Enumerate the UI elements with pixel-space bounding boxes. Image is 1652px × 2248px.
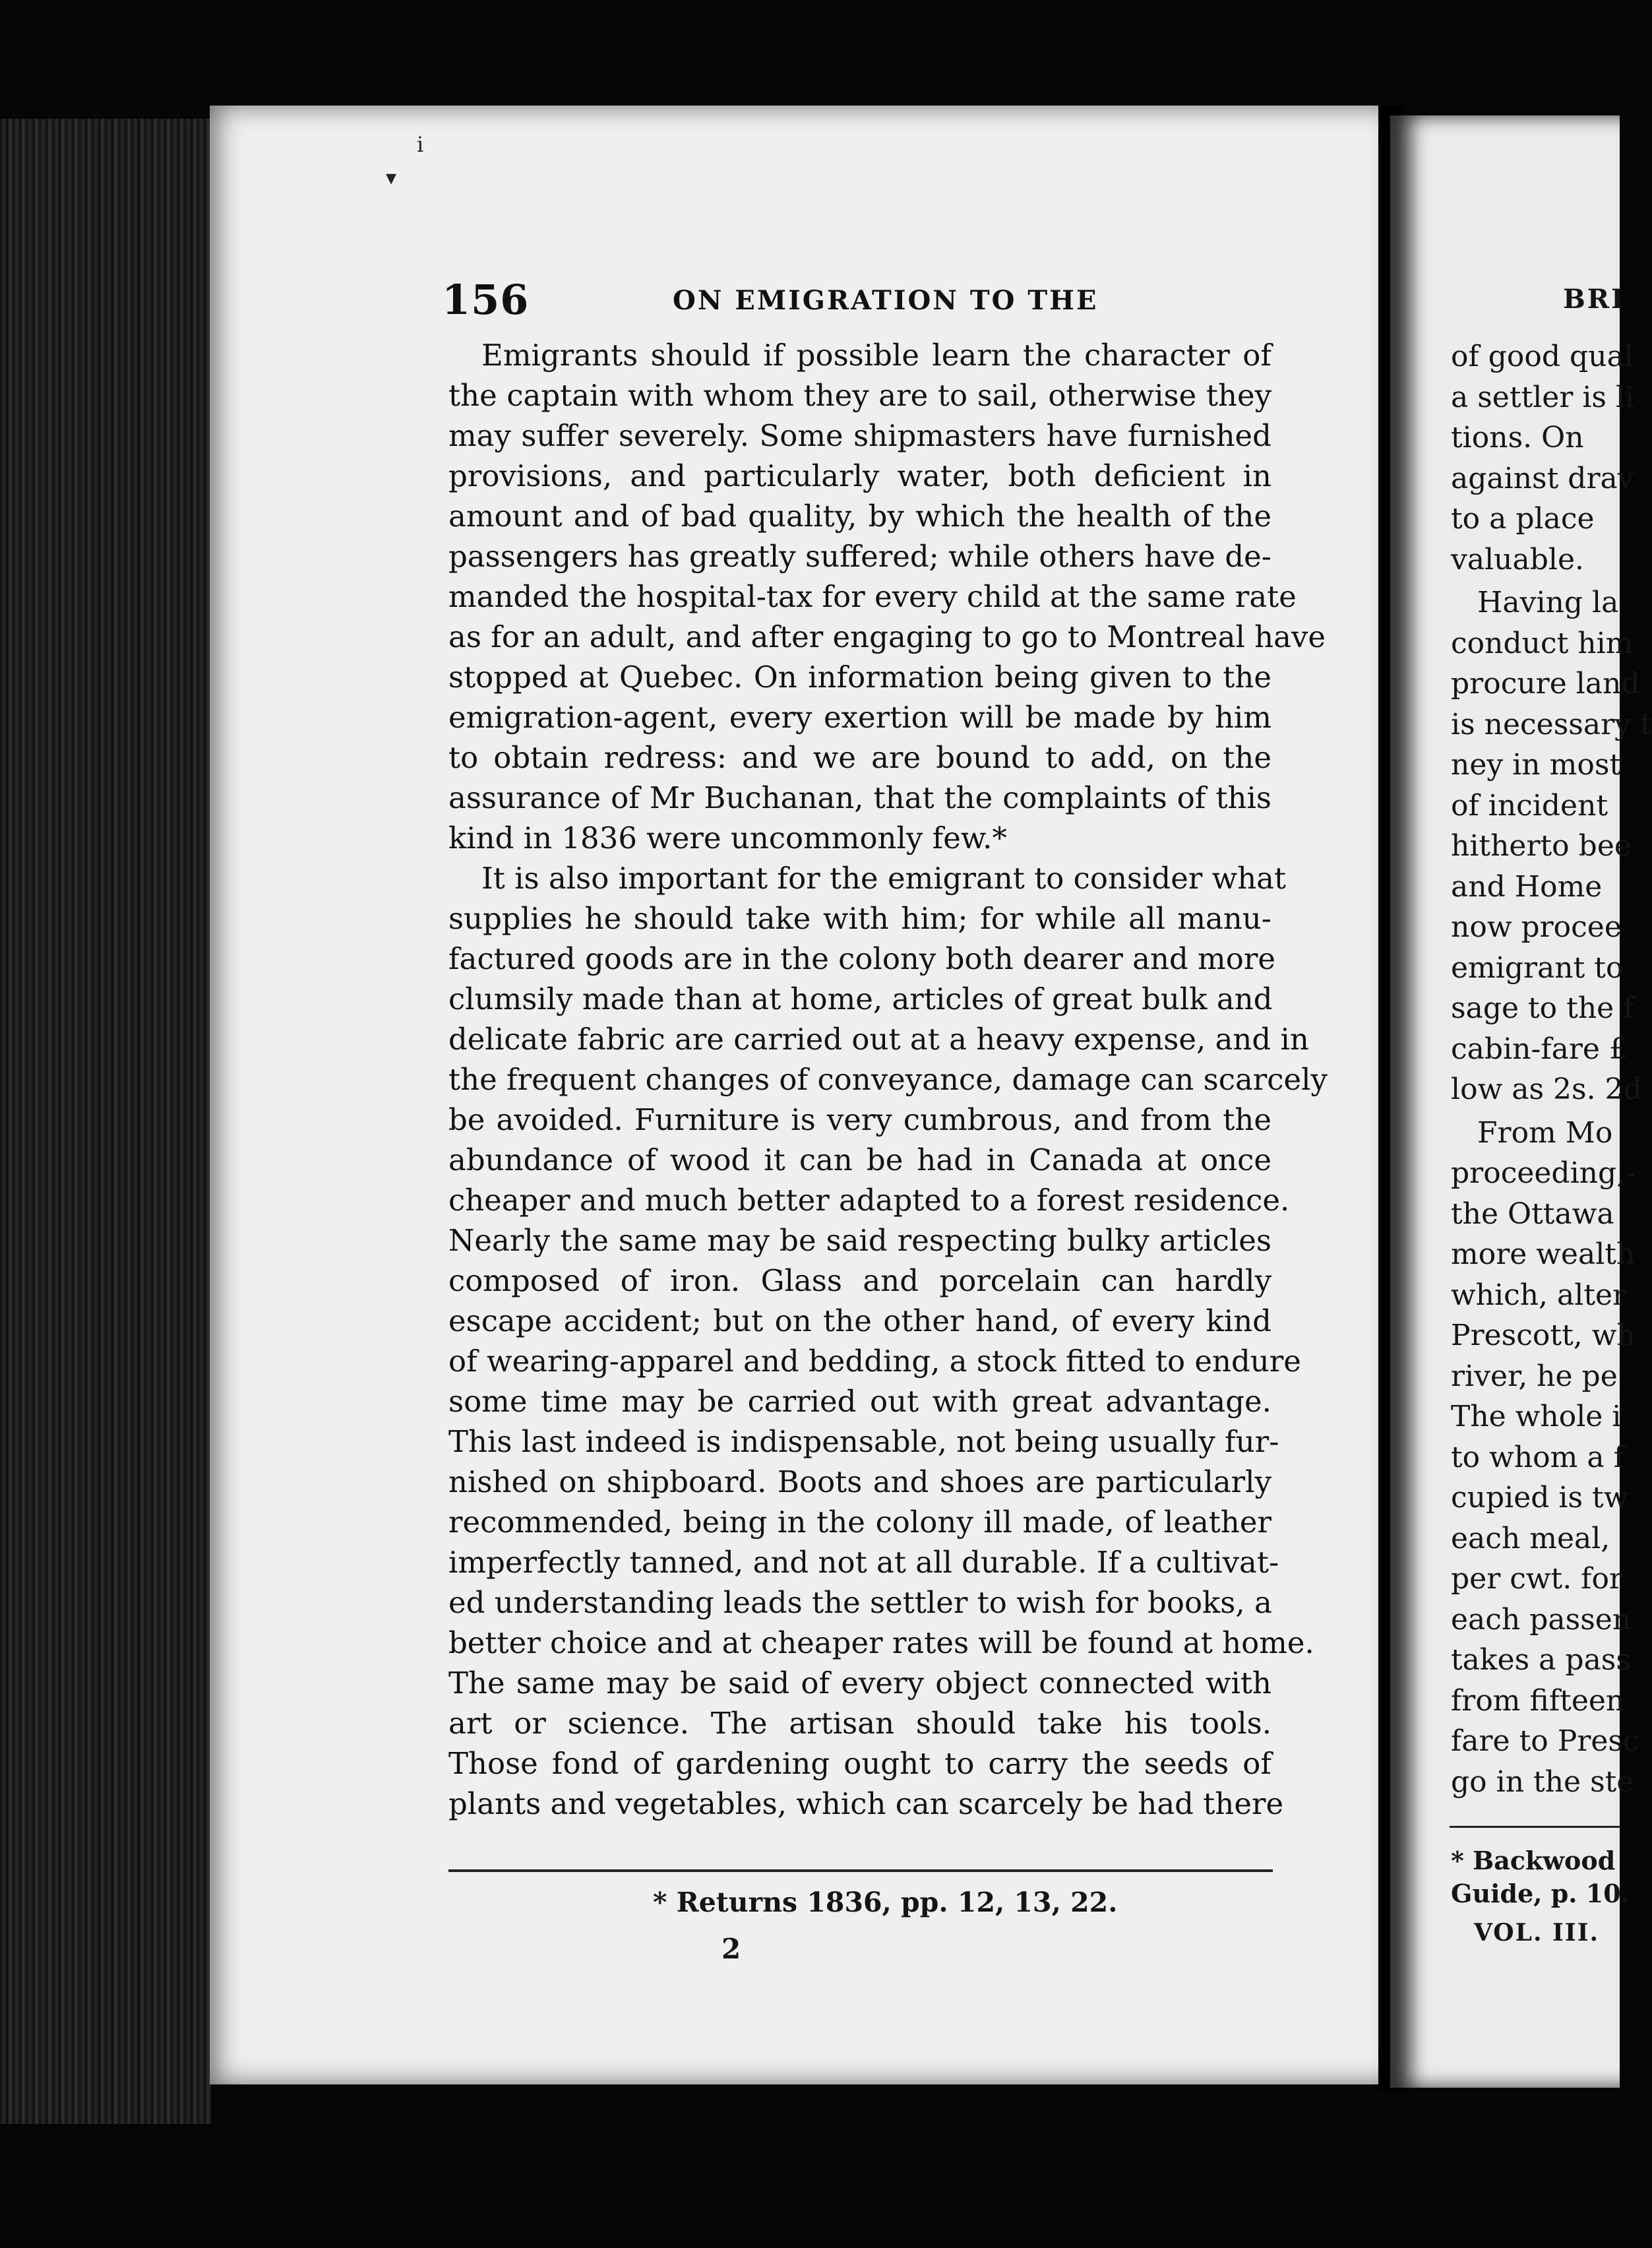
facing-footnote-rule bbox=[1450, 1826, 1620, 1828]
text-line: Emigrants should if possible learn the character of bbox=[481, 338, 1271, 373]
text-line: of wearing-apparel and bedding, a stock fitted to endure bbox=[448, 1344, 1301, 1379]
facing-text-line: against drav bbox=[1451, 461, 1634, 495]
facing-text-line: of good qual bbox=[1451, 340, 1634, 373]
facing-text-line: ney in most bbox=[1451, 748, 1622, 782]
text-line: Those fond of gardening ought to carry the seeds of bbox=[448, 1746, 1271, 1781]
text-line: nished on shipboard. Boots and shoes are particularly bbox=[448, 1464, 1271, 1499]
facing-text-line: Having la bbox=[1477, 586, 1619, 619]
text-line: cheaper and much better adapted to a forest residence. bbox=[448, 1183, 1290, 1218]
facing-text-line: from fifteen bbox=[1451, 1683, 1625, 1718]
text-line: escape accident; but on the other hand, of every kind bbox=[448, 1303, 1271, 1338]
text-line: art or science. The artisan should take his tools. bbox=[448, 1706, 1271, 1741]
facing-text-line: procure land bbox=[1451, 667, 1640, 701]
facing-text-line: tions. On bbox=[1451, 421, 1584, 454]
text-line: the captain with whom they are to sail, otherwise they bbox=[448, 378, 1271, 413]
facing-text-line: valuable. bbox=[1451, 542, 1584, 577]
page-header bbox=[442, 276, 1273, 335]
text-line: This last indeed is indispensable, not being usually fur- bbox=[448, 1424, 1279, 1459]
facing-text-line: is necessary t bbox=[1451, 707, 1652, 741]
text-line: supplies he should take with him; for while all manu- bbox=[448, 901, 1271, 936]
footnote: * Returns 1836, pp. 12, 13, 22. bbox=[653, 1887, 1118, 1918]
text-line: be avoided. Furniture is very cumbrous, and from the bbox=[448, 1102, 1271, 1137]
facing-text-line: takes a pass bbox=[1451, 1643, 1631, 1677]
text-line: plants and vegetables, which can scarcely be had there bbox=[448, 1786, 1284, 1821]
facing-text-line: From Mo bbox=[1477, 1115, 1613, 1150]
text-line: may suffer severely. Some shipmasters have furnished bbox=[448, 418, 1271, 453]
book-binding-edge bbox=[0, 119, 211, 2124]
facing-text-line: hitherto bee bbox=[1451, 829, 1632, 863]
text-line: emigration-agent, every exertion will be made by him bbox=[448, 700, 1271, 735]
facing-text-line: cabin-fare £ bbox=[1451, 1032, 1628, 1066]
text-line: abundance of wood it can be had in Canada at once bbox=[448, 1142, 1271, 1177]
facing-text-line: Prescott, wh bbox=[1451, 1319, 1636, 1352]
text-line: Nearly the same may be said respecting bulky articles bbox=[448, 1223, 1271, 1258]
margin-mark-icon: ⅰ bbox=[417, 132, 424, 157]
text-line: ed understanding leads the settler to wish for books, a bbox=[448, 1585, 1272, 1620]
text-line: to obtain redress: and we are bound to add, on the bbox=[448, 740, 1271, 775]
text-line: as for an adult, and after engaging to go to Montreal have bbox=[448, 619, 1326, 654]
facing-text-line: more wealth bbox=[1451, 1237, 1636, 1271]
facing-text-line: now procee bbox=[1451, 910, 1622, 944]
facing-text-line: conduct him bbox=[1451, 626, 1634, 660]
facing-text-line: the Ottawa bbox=[1451, 1197, 1614, 1231]
facing-text-line: to whom a f bbox=[1451, 1440, 1624, 1474]
facing-text-line: The whole i bbox=[1451, 1400, 1622, 1433]
facing-text-line: river, he pe bbox=[1451, 1359, 1618, 1393]
text-line: recommended, being in the colony ill made, of leather bbox=[448, 1505, 1271, 1540]
facing-text-line: which, alter bbox=[1451, 1278, 1627, 1312]
facing-footnote-line: * Backwood bbox=[1451, 1846, 1616, 1875]
text-line: It is also important for the emigrant to consider what bbox=[481, 861, 1287, 896]
text-line: clumsily made than at home, articles of great bulk and bbox=[448, 982, 1273, 1016]
facing-text-line: of incident bbox=[1451, 788, 1608, 823]
text-line: assurance of Mr Buchanan, that the complaints of this bbox=[448, 780, 1271, 815]
facing-text-line: cupied is tw bbox=[1451, 1481, 1629, 1514]
text-line: manded the hospital-tax for every child at the same rate bbox=[448, 579, 1297, 614]
margin-mark-icon: ▾ bbox=[386, 165, 397, 190]
text-line: some time may be carried out with great advantage. bbox=[448, 1384, 1271, 1419]
facing-signature: VOL. III. bbox=[1474, 1919, 1600, 1947]
text-line: amount and of bad quality, by which the health of the bbox=[448, 499, 1271, 534]
signature-mark: 2 bbox=[721, 1933, 741, 1965]
text-line: the frequent changes of conveyance, damage can scarcely bbox=[448, 1062, 1328, 1097]
text-line: composed of iron. Glass and porcelain can hardly bbox=[448, 1263, 1271, 1298]
facing-text-line: low as 2s. 2d bbox=[1451, 1073, 1642, 1106]
text-line: stopped at Quebec. On information being given to the bbox=[448, 660, 1271, 695]
facing-text-line: proceeding,- bbox=[1451, 1156, 1636, 1190]
text-line: delicate fabric are carried out at a heavy expense, and in bbox=[448, 1022, 1309, 1057]
text-line: kind in 1836 were uncommonly few.* bbox=[448, 821, 1007, 856]
facing-footnote-line: Guide, p. 10. bbox=[1451, 1879, 1630, 1908]
facing-text-line: emigrant to bbox=[1451, 951, 1624, 985]
facing-text-line: to a place bbox=[1451, 502, 1595, 536]
body-text bbox=[448, 335, 1328, 1824]
text-line: passengers has greatly suffered; while others have de- bbox=[448, 539, 1271, 574]
running-head: ON EMIGRATION TO THE bbox=[673, 285, 1099, 316]
text-line: better choice and at cheaper rates will be found at home. bbox=[448, 1625, 1314, 1660]
page-number: 156 bbox=[442, 276, 530, 324]
facing-text-line: per cwt. for bbox=[1451, 1562, 1623, 1596]
facing-text-line: and Home bbox=[1451, 869, 1603, 904]
facing-text-line: fare to Presc bbox=[1451, 1724, 1639, 1758]
facing-text-line: sage to the f bbox=[1451, 991, 1634, 1025]
facing-text-line: a settler is li bbox=[1451, 380, 1635, 414]
text-line: The same may be said of every object connected with bbox=[448, 1666, 1271, 1701]
footnote-rule bbox=[448, 1869, 1273, 1872]
facing-running-head: BRI bbox=[1563, 284, 1626, 315]
facing-text-line: each passen bbox=[1451, 1602, 1632, 1637]
facing-text-line: each meal, bbox=[1451, 1521, 1610, 1555]
text-line: imperfectly tanned, and not at all durable. If a cultivat- bbox=[448, 1545, 1279, 1580]
text-line: factured goods are in the colony both dearer and more bbox=[448, 941, 1275, 976]
text-line: provisions, and particularly water, both deficient in bbox=[448, 458, 1271, 493]
facing-text-line: go in the ste bbox=[1451, 1764, 1634, 1799]
